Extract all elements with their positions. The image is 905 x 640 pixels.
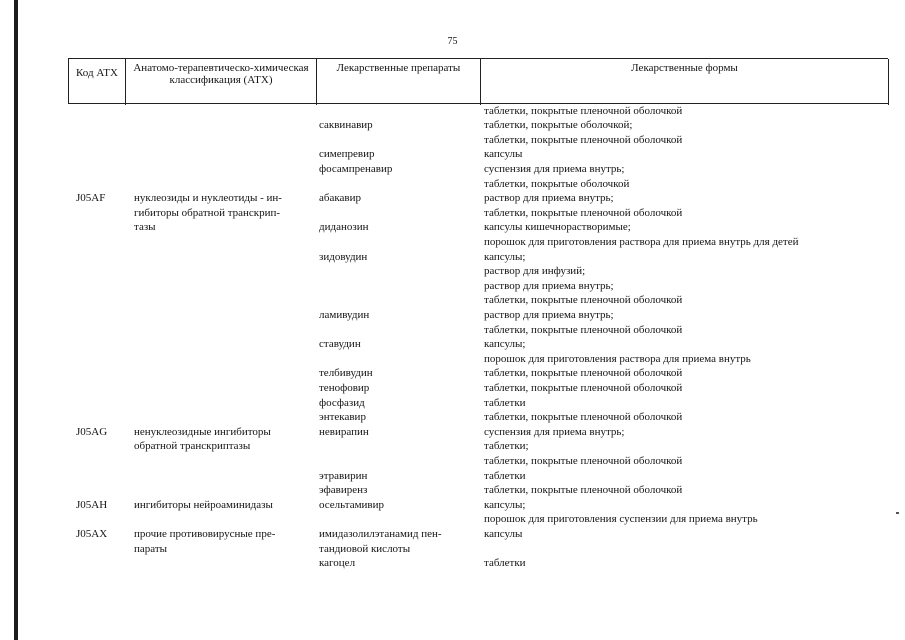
cell-form: суспензия для приема внутрь;	[484, 162, 625, 175]
header-drugs: Лекарственные препараты	[317, 59, 481, 105]
cell-form: капсулы кишечнорастворимые;	[484, 221, 631, 234]
cell-form: капсулы	[484, 527, 523, 540]
cell-form: таблетки, покрытые пленочной оболочкой	[484, 206, 683, 219]
cell-drug: фосфазид	[319, 396, 365, 409]
cell-form: раствор для приема внутрь;	[484, 279, 614, 292]
cell-classification: параты	[134, 542, 168, 555]
cell-drug: абакавир	[319, 192, 362, 205]
header-forms: Лекарственные формы	[481, 59, 889, 105]
cell-classification: тазы	[134, 221, 156, 234]
cell-drug: кагоцел	[319, 557, 356, 570]
cell-form: капсулы;	[484, 498, 526, 511]
cell-form: таблетки, покрытые пленочной оболочкой	[484, 294, 683, 307]
cell-classification: ингибиторы нейроаминидазы	[134, 498, 273, 511]
cell-form: таблетки, покрытые пленочной оболочкой	[484, 484, 683, 497]
cell-drug: энтекавир	[319, 411, 366, 424]
cell-drug: эфавиренз	[319, 484, 368, 497]
cell-drug: тандиовой кислоты	[319, 542, 411, 555]
cell-form: таблетки	[484, 469, 526, 482]
cell-form: таблетки, покрытые пленочной оболочкой	[484, 367, 683, 380]
cell-code: J05AF	[76, 192, 106, 205]
cell-drug: ламивудин	[319, 308, 370, 321]
cell-drug: диданозин	[319, 221, 369, 234]
cell-drug: тенофовир	[319, 381, 370, 394]
cell-form: таблетки;	[484, 440, 529, 453]
cell-form: капсулы;	[484, 338, 526, 351]
cell-form: таблетки, покрытые пленочной оболочкой	[484, 104, 683, 117]
cell-code: J05AG	[76, 425, 108, 438]
page-number: 75	[447, 36, 458, 47]
cell-drug: имидазолилэтанамид пен-	[319, 527, 442, 540]
cell-form: капсулы;	[484, 250, 526, 263]
cell-form: таблетки, покрытые пленочной оболочкой	[484, 454, 683, 467]
cell-form: таблетки, покрытые оболочкой;	[484, 119, 633, 132]
cell-drug: ставудин	[319, 338, 361, 351]
cell-drug: фосампренавир	[319, 162, 393, 175]
scan-left-edge	[14, 0, 18, 640]
cell-form: таблетки, покрытые пленочной оболочкой	[484, 381, 683, 394]
table-header	[68, 58, 888, 104]
cell-form: таблетки	[484, 557, 526, 570]
cell-form: таблетки, покрытые оболочкой	[484, 177, 630, 190]
cell-classification: нуклеозиды и нуклеотиды - ин-	[134, 192, 282, 205]
cell-classification: прочие противовирусные пре-	[134, 527, 276, 540]
cell-form: таблетки	[484, 396, 526, 409]
cell-drug: телбивудин	[319, 367, 373, 380]
cell-form: раствор для приема внутрь;	[484, 308, 614, 321]
cell-code: J05AX	[76, 527, 108, 540]
header-classification: Анатомо-терапевтическо-химическая классификация (АТХ)	[126, 59, 317, 105]
cell-drug: саквинавир	[319, 119, 373, 132]
header-code: Код АТХ	[69, 59, 126, 105]
cell-classification: гибиторы обратной транскрип-	[134, 206, 281, 219]
cell-form: порошок для приготовления раствора для приема внутрь для детей	[484, 235, 799, 248]
scan-mark	[896, 512, 899, 514]
cell-form: таблетки, покрытые пленочной оболочкой	[484, 133, 683, 146]
cell-form: порошок для приготовления раствора для приема внутрь	[484, 352, 751, 365]
cell-drug: симепревир	[319, 148, 375, 161]
cell-drug: осельтамивир	[319, 498, 385, 511]
cell-classification: ненуклеозидные ингибиторы	[134, 425, 271, 438]
cell-drug: зидовудин	[319, 250, 368, 263]
cell-form: раствор для инфузий;	[484, 265, 586, 278]
cell-form: раствор для приема внутрь;	[484, 192, 614, 205]
cell-drug: этравирин	[319, 469, 368, 482]
cell-form: порошок для приготовления суспензии для приема внутрь	[484, 513, 758, 526]
cell-classification: обратной транскриптазы	[134, 440, 251, 453]
cell-code: J05AH	[76, 498, 108, 511]
cell-form: капсулы	[484, 148, 523, 161]
cell-drug: невирапин	[319, 425, 369, 438]
cell-form: таблетки, покрытые пленочной оболочкой	[484, 323, 683, 336]
cell-form: таблетки, покрытые пленочной оболочкой	[484, 411, 683, 424]
cell-form: суспензия для приема внутрь;	[484, 425, 625, 438]
